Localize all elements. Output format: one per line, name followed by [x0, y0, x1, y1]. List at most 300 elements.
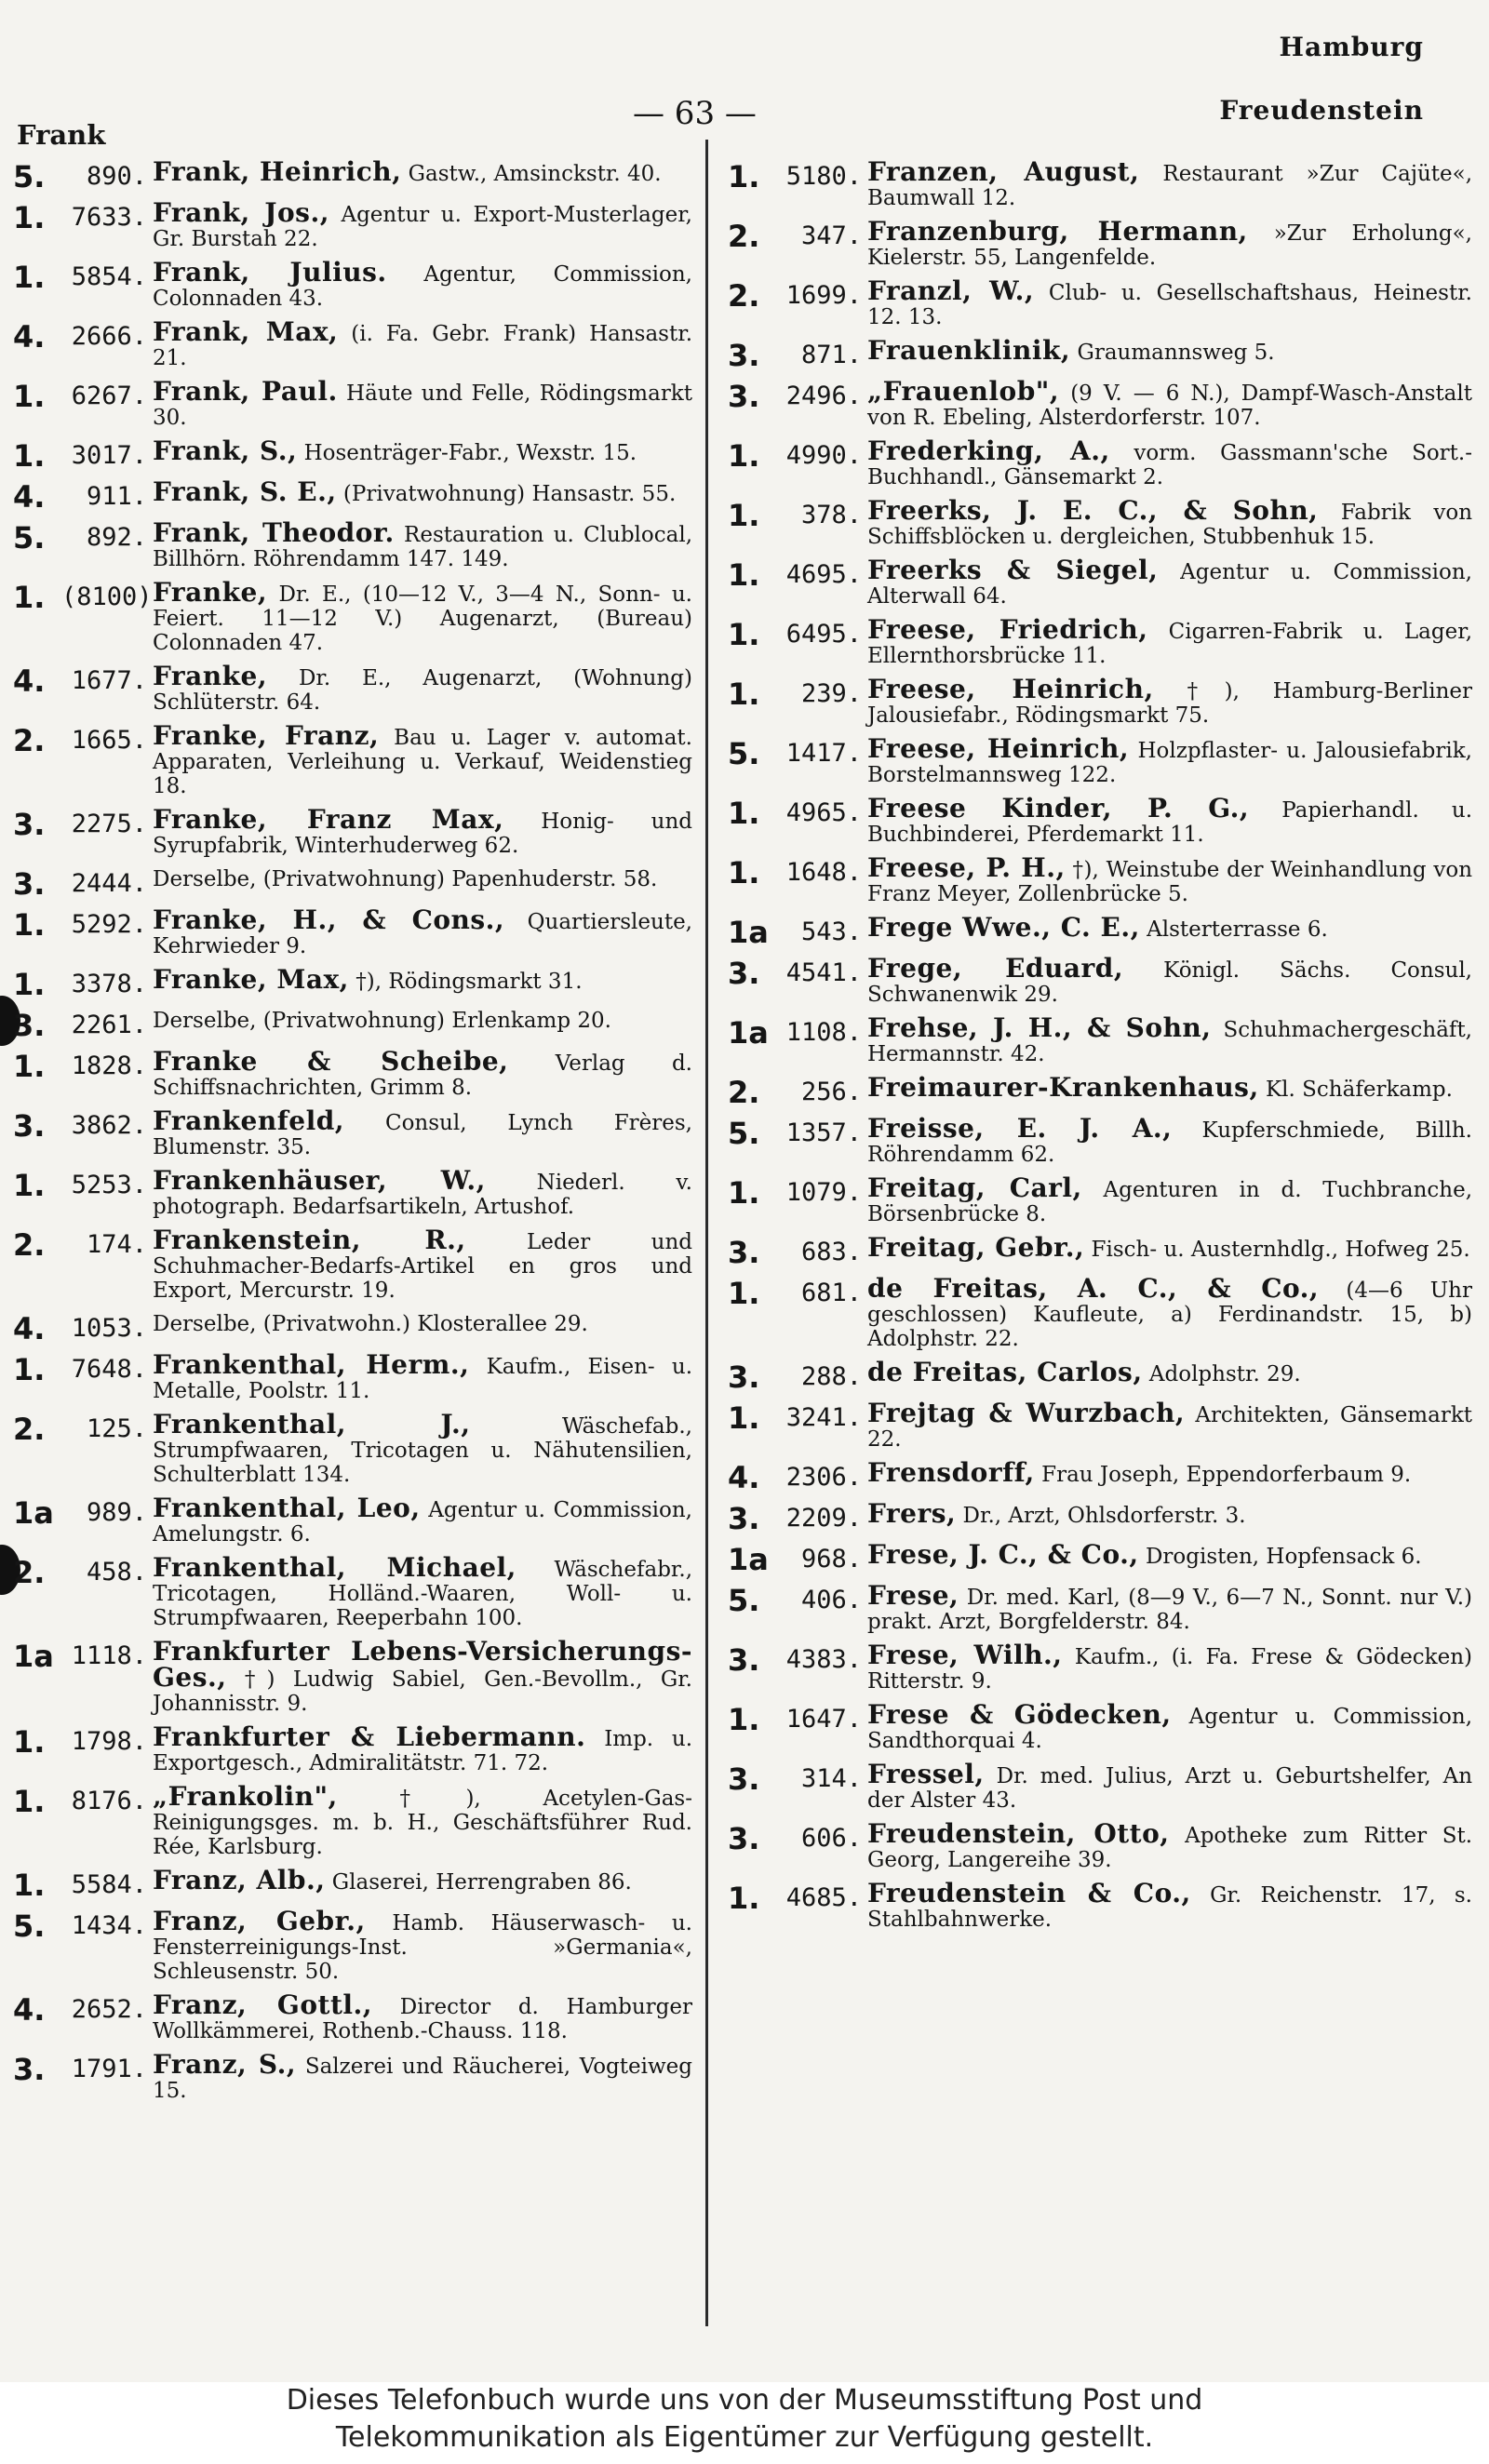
directory-entry	[13, 1008, 692, 1043]
exchange-number: 1a	[728, 1015, 769, 1051]
directory-entry	[728, 1072, 1472, 1110]
exchange-number: 1.	[728, 1400, 760, 1436]
entry-name: Franz, Gottl.,	[153, 1989, 373, 2020]
exchange-number: 1.	[13, 438, 46, 474]
entry-name: Franz, S.,	[153, 2049, 297, 2080]
directory-entry	[13, 1721, 693, 1775]
directory-entry	[728, 1273, 1472, 1351]
directory-entry	[728, 1498, 1472, 1536]
exchange-number: 1.	[728, 855, 760, 891]
phone-number: 314.	[800, 1764, 862, 1793]
phone-number: 5854.	[71, 262, 147, 291]
entry-description: Fabrik von Schiffsblöcken u. dergleichen, Stubbenhuk 15.	[867, 501, 1473, 549]
directory-entry	[728, 376, 1472, 430]
entry-name: Freudenstein & Co.,	[867, 1878, 1191, 1908]
entry-text	[867, 1498, 1472, 1529]
exchange-number: 3.	[728, 1761, 760, 1797]
entry-name: Franz, Gebr.,	[153, 1906, 366, 1936]
exchange-number: 3.	[728, 379, 760, 414]
exchange-number: 2.	[728, 1075, 760, 1110]
entry-description: vorm. Gassmann'sche Sort.-Buchhandl., Gänsemarkt 2.	[867, 441, 1472, 489]
entry-name: Freese, Heinrich,	[867, 733, 1130, 764]
entry-description: †) Ludwig Sabiel, Gen.-Bevollm., Gr. Johannisstr. 9.	[153, 1667, 692, 1716]
phone-number: 1079.	[785, 1178, 862, 1207]
phone-number: 256.	[800, 1078, 862, 1106]
exchange-number: 1.	[13, 1049, 46, 1084]
entry-text	[153, 2049, 692, 2103]
footer-line: Telekommunikation als Eigentümer zur Verfügung gestellt.	[335, 2421, 1154, 2454]
entry-description: Restaurant »Zur Cajüte«, Baumwall 12.	[867, 162, 1473, 210]
directory-entry	[13, 1865, 692, 1903]
exchange-number: 1.	[728, 498, 760, 533]
entry-name: Freese, Friedrich,	[867, 614, 1148, 645]
entry-text	[153, 517, 693, 571]
entry-description: Quartiersleute, Kehrwieder 9.	[153, 910, 692, 958]
exchange-number: 3.	[728, 338, 760, 373]
phone-number: 239.	[800, 679, 862, 708]
entry-name: Frege Wwe., C. E.,	[867, 912, 1140, 943]
entry-name: Franzenburg, Hermann,	[867, 216, 1248, 247]
directory-entry	[13, 316, 693, 370]
directory-entry	[13, 257, 692, 311]
phone-number: 2444.	[71, 869, 147, 898]
exchange-number: 1a	[728, 1542, 769, 1577]
exchange-number: 1.	[13, 379, 46, 414]
exchange-number: 3.	[728, 1642, 760, 1678]
directory-entry	[13, 964, 692, 1002]
entry-text	[153, 1105, 692, 1159]
phone-number: 288.	[800, 1362, 862, 1391]
directory-entry	[728, 555, 1472, 609]
directory-entry	[13, 2049, 692, 2103]
entry-name: Franke, Franz,	[153, 720, 380, 751]
entry-name: Franzl, W.,	[867, 275, 1035, 306]
entry-name: Frensdorff,	[867, 1457, 1035, 1488]
entry-description: †), Acetylen-Gas-Reinigungsges. m. b. H., Geschäftsführer Rud. Rée, Karlsburg.	[153, 1787, 693, 1859]
entry-name: Freese, Heinrich,	[867, 674, 1154, 704]
entry-description: Derselbe, (Privatwohnung) Papenhuderstr. 58.	[153, 867, 658, 891]
phone-number: (8100)	[61, 583, 153, 611]
directory-entry	[728, 216, 1472, 270]
entry-description: Kupferschmiede, Billh. Röhrendamm 62.	[867, 1118, 1472, 1167]
exchange-number: 1a	[13, 1639, 54, 1674]
entry-text	[153, 197, 692, 251]
entry-name: Frers,	[867, 1498, 957, 1529]
exchange-number: 5.	[13, 1908, 46, 1944]
entry-name: Frank, Paul.	[153, 376, 338, 407]
entry-description: (i. Fa. Gebr. Frank) Hansastr. 21.	[153, 322, 693, 370]
phone-number: 606.	[800, 1824, 862, 1853]
entry-text	[867, 674, 1472, 728]
entry-description: Agentur, Commission, Colonnaden 43.	[153, 262, 692, 311]
directory-entry	[13, 1906, 692, 1984]
entry-description: Salzerei und Räucherei, Vogteiweg 15.	[153, 2055, 692, 2103]
entry-name: Frege, Eduard,	[867, 953, 1124, 984]
entry-name: Freisse, E. J. A.,	[867, 1113, 1173, 1144]
directory-entry	[728, 1640, 1473, 1694]
phone-number: 1699.	[785, 281, 862, 310]
exchange-number: 1.	[13, 1724, 46, 1760]
phone-number: 406.	[800, 1586, 862, 1614]
directory-entry	[728, 335, 1472, 373]
exchange-number: 1.	[728, 1276, 760, 1311]
entry-name: Franke,	[153, 661, 268, 691]
exchange-number: 5.	[13, 520, 46, 556]
entry-text	[153, 1009, 692, 1033]
exchange-number: 3.	[728, 956, 760, 991]
entry-text	[867, 1818, 1473, 1872]
entry-text	[153, 435, 692, 466]
entry-description: Dr. E., (10—12 V., 3—4 N., Sonn- u. Feiert. 11—12 V.) Augenarzt, (Bureau) Colonnaden 47.	[153, 583, 692, 655]
entry-name: Fressel,	[867, 1759, 985, 1789]
exchange-number: 2.	[728, 278, 760, 314]
phone-number: 3241.	[785, 1403, 862, 1432]
exchange-number: 1.	[13, 1352, 46, 1387]
exchange-number: 1.	[728, 557, 760, 593]
entry-text	[153, 1165, 692, 1219]
entry-name: Frese,	[867, 1580, 959, 1611]
entry-description: Dr., Arzt, Ohlsdorferstr. 3.	[962, 1504, 1246, 1528]
left-keyword: Frank	[17, 119, 106, 151]
directory-entry	[728, 1457, 1472, 1495]
entry-description: Adolphstr. 29.	[1148, 1362, 1301, 1386]
phone-number: 1828.	[71, 1051, 147, 1080]
directory-entry	[13, 1636, 692, 1716]
entry-name: „Frauenlob",	[867, 376, 1060, 407]
entry-text	[153, 904, 692, 958]
exchange-number: 5.	[728, 1583, 760, 1618]
directory-entry	[13, 1349, 693, 1403]
exchange-number: 1.	[13, 580, 46, 615]
phone-number: 4383.	[785, 1645, 862, 1674]
phone-number: 5253.	[71, 1171, 147, 1199]
directory-entry	[728, 435, 1472, 489]
entry-description: Dr. E., Augenarzt, (Wohnung) Schlüterstr. 64.	[153, 666, 692, 715]
entry-description: †), Rödingsmarkt 31.	[355, 970, 583, 994]
entry-text	[867, 376, 1472, 430]
directory-entry	[13, 435, 692, 474]
phone-number: 6267.	[71, 382, 147, 410]
directory-entry	[728, 1818, 1473, 1872]
right-keyword: Freudenstein	[1219, 95, 1424, 126]
directory-entry	[13, 1552, 693, 1630]
entry-text	[153, 1781, 693, 1859]
entry-name: Frank, Julius.	[153, 257, 387, 288]
column-divider	[705, 140, 708, 2326]
exchange-number: 3.	[728, 1501, 760, 1536]
entry-description: Graumannsweg 5.	[1077, 341, 1275, 365]
directory-entry	[728, 852, 1473, 906]
directory-entry	[728, 953, 1472, 1007]
entry-text	[867, 1580, 1472, 1634]
entry-text	[153, 1409, 692, 1487]
directory-entry	[728, 912, 1472, 950]
entry-description: Cigarren-Fabrik u. Lager, Ellernthorsbrücke 11.	[867, 620, 1473, 668]
exchange-number: 1.	[13, 1168, 46, 1203]
entry-description: Wäschefabr., Tricotagen, Holländ.-Waaren, Woll- u. Strumpfwaaren, Reeperbahn 100.	[153, 1558, 693, 1630]
entry-name: Frank, Theodor.	[153, 517, 395, 548]
entry-name: Franz, Alb.,	[153, 1865, 326, 1895]
entry-text	[867, 912, 1472, 943]
directory-entry	[728, 674, 1472, 728]
phone-number: 5292.	[71, 910, 147, 939]
entry-text	[867, 1232, 1472, 1263]
entry-text	[153, 661, 692, 715]
entry-name: Franke, Franz Max,	[153, 804, 504, 835]
directory-entry	[13, 720, 692, 798]
exchange-number: 1.	[728, 676, 760, 712]
entry-description: Häute und Felle, Rödingsmarkt 30.	[153, 382, 692, 430]
entry-description: Holzpflaster- u. Jalousiefabrik, Borstelmannsweg 122.	[867, 739, 1472, 787]
phone-number: 681.	[800, 1279, 862, 1307]
phone-number: 1434.	[71, 1911, 147, 1940]
entry-text	[867, 435, 1472, 489]
phone-number: 7633.	[71, 203, 147, 232]
entry-description: Leder und Schuhmacher-Bedarfs-Artikel en gros und Export, Mercurstr. 19.	[153, 1230, 692, 1303]
entry-description: Derselbe, (Privatwohn.) Klosterallee 29.	[153, 1312, 588, 1336]
directory-entry	[728, 614, 1473, 668]
phone-number: 2652.	[71, 1995, 147, 2024]
entry-name: Franke,	[153, 577, 268, 608]
entry-description: Kaufm., (i. Fa. Frese & Gödecken) Ritterstr. 9.	[867, 1645, 1473, 1694]
entry-name: Frankenthal, Michael,	[153, 1552, 516, 1583]
exchange-number: 3.	[13, 1008, 46, 1043]
entry-name: Franzen, August,	[867, 156, 1140, 187]
entry-name: Frankenthal, Herm.,	[153, 1349, 470, 1380]
entry-name: de Freitas, A. C., & Co.,	[867, 1273, 1320, 1304]
directory-entry	[13, 1312, 692, 1344]
entry-description: Königl. Sächs. Consul, Schwanenwik 29.	[867, 958, 1472, 1007]
entry-description: (Privatwohnung) Hansastr. 55.	[342, 482, 677, 506]
exchange-number: 1.	[13, 260, 46, 295]
phone-number: 4685.	[785, 1883, 862, 1912]
entry-text	[867, 1457, 1472, 1488]
entry-text	[153, 1493, 692, 1547]
entry-text	[153, 804, 693, 858]
directory-entry	[13, 476, 692, 515]
entry-text	[153, 964, 692, 995]
entry-text	[867, 495, 1473, 549]
directory-entry	[13, 1989, 693, 2043]
entry-text	[867, 1759, 1473, 1813]
entry-name: Frankenfeld,	[153, 1105, 345, 1136]
entry-text	[867, 733, 1472, 787]
exchange-number: 5.	[13, 159, 46, 194]
phone-number: 458.	[86, 1558, 147, 1587]
entry-description: Niederl. v. photograph. Bedarfsartikeln, Artushof.	[153, 1171, 692, 1219]
phone-number: 892.	[86, 523, 147, 552]
entry-description: Hosenträger-Fabr., Wexstr. 15.	[303, 441, 637, 465]
phone-number: 2261.	[71, 1011, 147, 1039]
entry-text	[153, 1312, 692, 1336]
entry-description: Frau Joseph, Eppendorferbaum 9.	[1041, 1463, 1412, 1487]
directory-entry	[13, 1225, 692, 1303]
entry-name: „Frankolin",	[153, 1781, 338, 1812]
phone-number: 871.	[800, 341, 862, 369]
directory-entry	[13, 1165, 692, 1219]
entry-text	[153, 1906, 692, 1984]
exchange-number: 3.	[728, 1821, 760, 1856]
entry-text	[153, 1225, 692, 1303]
entry-text	[153, 376, 692, 430]
entry-text	[153, 316, 693, 370]
entry-text	[867, 216, 1472, 270]
entry-text	[867, 1699, 1473, 1753]
entry-text	[153, 1865, 692, 1895]
phone-number: 347.	[800, 221, 862, 250]
entry-name: Frankenthal, Leo,	[153, 1493, 421, 1523]
page-number: — 63 —	[633, 95, 757, 132]
entry-text	[153, 1636, 692, 1716]
directory-entry	[728, 495, 1473, 549]
exchange-number: 2.	[13, 1227, 46, 1263]
exchange-number: 1.	[13, 967, 46, 1002]
entry-description: Dr. med. Karl, (8—9 V., 6—7 N., Sonnt. nur V.) prakt. Arzt, Borgfelderstr. 84.	[867, 1586, 1472, 1634]
phone-number: 378.	[800, 501, 862, 529]
phone-number: 4990.	[785, 441, 862, 470]
directory-entry	[728, 793, 1473, 847]
entry-description: Hamb. Häuserwasch- u. Fensterreinigungs-Inst. »Germania«, Schleusenstr. 50.	[153, 1911, 692, 1984]
phone-number: 7648.	[71, 1355, 147, 1384]
phone-number: 989.	[86, 1498, 147, 1527]
exchange-number: 1.	[728, 1175, 760, 1211]
entry-text	[867, 1398, 1473, 1452]
entry-description: Wäschefab., Strumpfwaaren, Tricotagen u. Nähutensilien, Schulterblatt 134.	[153, 1414, 692, 1487]
exchange-number: 5.	[728, 1116, 760, 1151]
entry-text	[867, 614, 1473, 668]
entry-description: Honig- und Syrupfabrik, Winterhuderweg 62.	[153, 810, 693, 858]
exchange-number: 2.	[728, 219, 760, 254]
entry-description: »Zur Erholung«, Kielerstr. 55, Langenfelde.	[867, 221, 1472, 270]
phone-number: 8176.	[71, 1787, 147, 1815]
phone-number: 4965.	[785, 798, 862, 827]
entry-name: Freese, P. H.,	[867, 852, 1066, 883]
exchange-number: 1.	[728, 1881, 760, 1916]
directory-entry	[728, 1113, 1472, 1167]
phone-number: 543.	[800, 917, 862, 946]
entry-text	[867, 156, 1473, 210]
entry-description: Alsterterrasse 6.	[1147, 917, 1328, 942]
entry-description: †), Weinstube der Weinhandlung von Franz Meyer, Zollenbrücke 5.	[867, 858, 1473, 906]
directory-entry	[728, 1012, 1472, 1066]
entry-text	[867, 1273, 1472, 1351]
exchange-number: 1.	[728, 796, 760, 831]
entry-name: Frederking, A.,	[867, 435, 1110, 466]
exchange-number: 1.	[728, 1702, 760, 1737]
entry-description: Club- u. Gesellschaftshaus, Heinestr. 12. 13.	[867, 281, 1472, 329]
directory-entry	[728, 1539, 1472, 1577]
phone-number: 174.	[86, 1230, 147, 1259]
directory-entry	[13, 156, 692, 194]
entry-text	[867, 1172, 1473, 1226]
entry-name: Freimaurer-Krankenhaus,	[867, 1072, 1259, 1103]
entry-description: (9 V. — 6 N.), Dampf-Wasch-Anstalt von R. Ebeling, Alsterdorferstr. 107.	[867, 382, 1472, 430]
exchange-number: 4.	[728, 1460, 760, 1495]
exchange-number: 5.	[728, 736, 760, 771]
entry-description: Apotheke zum Ritter St. Georg, Langereihe 39.	[867, 1824, 1473, 1872]
exchange-number: 1.	[728, 617, 760, 652]
entry-description: Kl. Schäferkamp.	[1266, 1078, 1453, 1102]
entry-description: (4—6 Uhr geschlossen) Kaufleute, a) Ferdinandstr. 15, b) Adolphstr. 22.	[867, 1279, 1472, 1351]
entry-name: Frank, S.,	[153, 435, 298, 466]
entry-name: Frese, J. C., & Co.,	[867, 1539, 1139, 1570]
phone-number: 1417.	[785, 739, 862, 768]
entry-name: Freerks, J. E. C., & Sohn,	[867, 495, 1319, 526]
directory-entry	[13, 376, 692, 430]
entry-description: Bau u. Lager v. automat. Apparaten, Verleihung u. Verkauf, Weidenstieg 18.	[153, 726, 692, 798]
directory-entry	[13, 1781, 693, 1859]
directory-entry	[13, 661, 692, 715]
directory-entry	[728, 1699, 1473, 1753]
entry-description: Schuhmachergeschäft, Hermannstr. 42.	[867, 1018, 1472, 1066]
exchange-number: 1a	[728, 915, 769, 950]
directory-entry	[728, 1172, 1473, 1226]
phone-number: 1665.	[71, 726, 147, 755]
phone-number: 3378.	[71, 970, 147, 998]
entry-name: Frese & Gödecken,	[867, 1699, 1172, 1730]
entry-description: Papierhandl. u. Buchbinderei, Pferdemarkt 11.	[867, 798, 1473, 847]
entry-description: Verlag d. Schiffsnachrichten, Grimm 8.	[153, 1051, 692, 1100]
phone-number: 1357.	[785, 1118, 862, 1147]
entry-name: Frankenthal, J.,	[153, 1409, 471, 1440]
entry-text	[867, 1072, 1472, 1103]
phone-number: 3862.	[71, 1111, 147, 1140]
exchange-number: 1.	[13, 1784, 46, 1819]
entry-text	[153, 1989, 693, 2043]
exchange-number: 2.	[13, 1412, 46, 1447]
entry-name: Freitag, Carl,	[867, 1172, 1082, 1203]
phone-number: 1798.	[71, 1727, 147, 1756]
entry-description: Kaufm., Eisen- u. Metalle, Poolstr. 11.	[153, 1355, 693, 1403]
phone-number: 125.	[86, 1414, 147, 1443]
directory-entry	[13, 1409, 692, 1487]
entry-description: Agentur u. Commission, Alterwall 64.	[867, 560, 1472, 609]
entry-text	[153, 720, 692, 798]
entry-name: Franke & Scheibe,	[153, 1046, 509, 1077]
exchange-number: 4.	[13, 663, 46, 699]
phone-number: 2209.	[785, 1504, 862, 1533]
directory-entry	[13, 1105, 692, 1159]
right-column	[728, 156, 1473, 1941]
phone-number: 2496.	[785, 382, 862, 410]
entry-text	[867, 852, 1473, 906]
phone-number: 890.	[86, 162, 147, 191]
phone-number: 911.	[86, 482, 147, 511]
entry-name: de Freitas, Carlos,	[867, 1357, 1143, 1387]
footer-line: Dieses Telefonbuch wurde uns von der Museumsstiftung Post und	[286, 2384, 1203, 2417]
entry-text	[867, 1640, 1473, 1694]
entry-description: Glaserei, Herrengraben 86.	[331, 1870, 632, 1895]
entry-name: Frank, S. E.,	[153, 476, 337, 507]
directory-entry	[13, 1493, 692, 1547]
entry-description: Director d. Hamburger Wollkämmerei, Rothenb.-Chauss. 118.	[153, 1995, 693, 2043]
entry-name: Frese, Wilh.,	[867, 1640, 1063, 1670]
phone-number: 1647.	[785, 1705, 862, 1734]
phone-number: 1648.	[785, 858, 862, 887]
phone-number: 968.	[800, 1545, 862, 1573]
entry-name: Frankenstein, R.,	[153, 1225, 466, 1255]
entry-name: Franke, Max,	[153, 964, 349, 995]
entry-description: †), Hamburg-Berliner Jalousiefabr., Rödingsmarkt 75.	[867, 679, 1472, 728]
entry-text	[153, 1552, 693, 1630]
entry-description: Derselbe, (Privatwohnung) Erlenkamp 20.	[153, 1009, 611, 1033]
phone-number: 4541.	[785, 958, 862, 987]
phone-number: 6495.	[785, 620, 862, 649]
phone-number: 3017.	[71, 441, 147, 470]
entry-text	[153, 257, 692, 311]
entry-text	[867, 1357, 1472, 1387]
directory-entry	[13, 866, 692, 902]
